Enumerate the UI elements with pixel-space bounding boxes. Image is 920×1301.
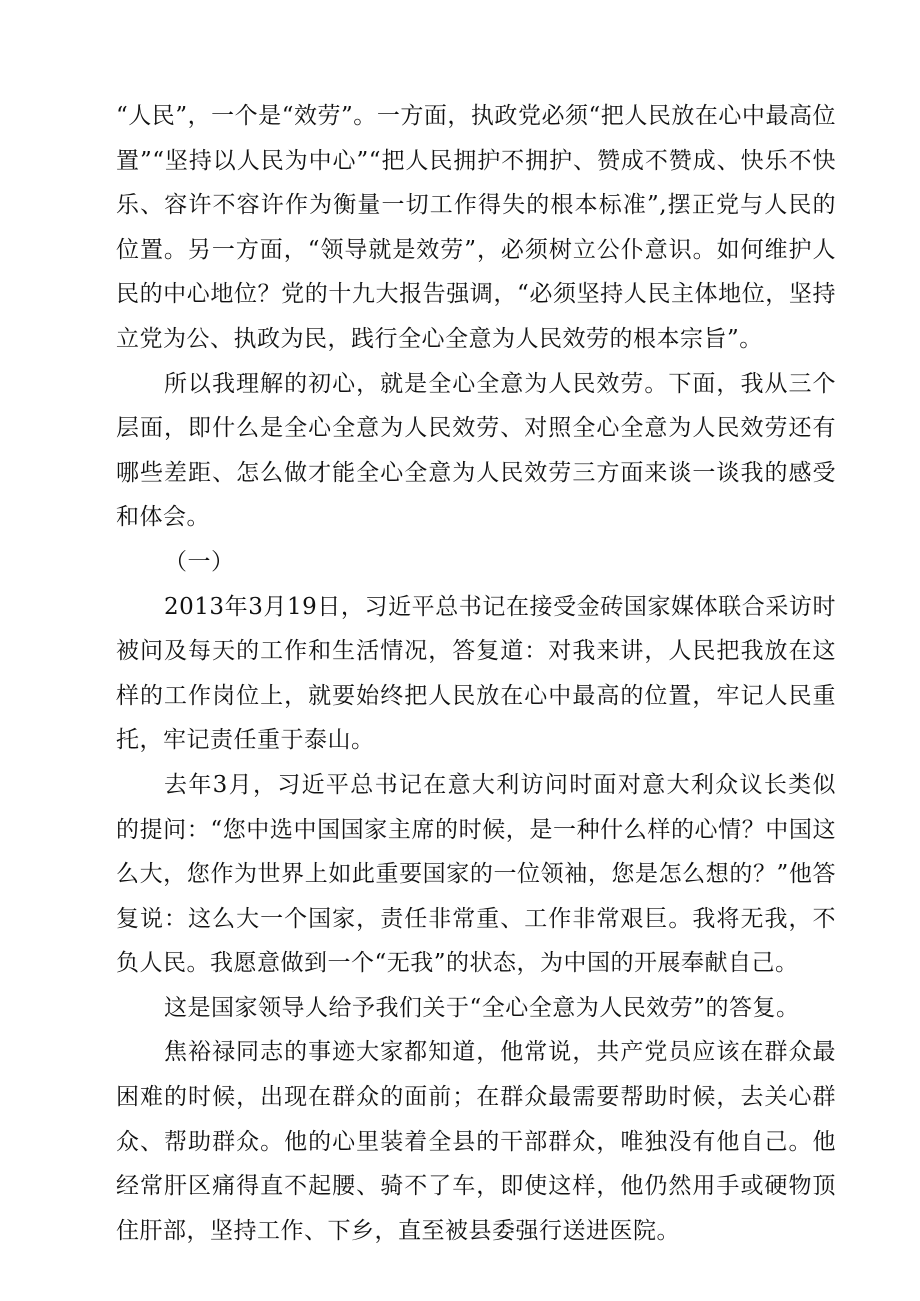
paragraph-2013-interview: 2013年3月19日，习近平总书记在接受金砖国家媒体联合采访时被问及每天的工作和生活情况，答复道：对我来讲，人民把我放在这样的工作岗位上，就要始终把人民放在心中最高的位置，牢记人民重托，牢记责任重于泰山。 (116, 593, 836, 754)
paragraph-italy-visit: 去年3月，习近平总书记在意大利访问时面对意大利众议长类似的提问：“您中选中国国家主席的时候，是一种什么样的心情？中国这么大，您作为世界上如此重要国家的一位领袖，您是怎么想的？”他答复说：这么大一个国家，责任非常重、工作非常艰巨。我将无我，不负人民。我愿意做到一个“无我”的状态，为中国的开展奉献自己。 (116, 771, 836, 977)
document-body (116, 94, 836, 1253)
paragraph-jiao-yulu: 焦裕禄同志的事迹大家都知道，他常说，共产党员应该在群众最困难的时候，出现在群众的面前；在群众最需要帮助时候，去关心群众、帮助群众。他的心里装着全县的干部群众，唯独没有他自己。他经常肝区痛得直不起腰、骑不了车，即使这样，他仍然用手或硬物顶住肝部，坚持工作、下乡，直至被县委强行送进医院。 (116, 1039, 836, 1244)
paragraph-continued: “人民”，一个是“效劳”。一方面，执政党必须“把人民放在心中最高位置”“坚持以人民为中心”“把人民拥护不拥护、赞成不赞成、快乐不快乐、容许不容许作为衡量一切工作得失的根本标准”,摆正党与人民的位置。另一方面，“领导就是效劳”，必须树立公仆意识。如何维护人民的中心地位？党的十九大报告强调，“必须坚持人民主体地位，坚持立党为公、执政为民，践行全心全意为人民效劳的根本宗旨”。 (116, 103, 836, 352)
paragraph-initial-heart: 所以我理解的初心，就是全心全意为人民效劳。下面，我从三个层面，即什么是全心全意为人民效劳、对照全心全意为人民效劳还有哪些差距、怎么做才能全心全意为人民效劳三方面来谈一谈我的感受和体会。 (116, 370, 836, 531)
section-heading-one: （一） (164, 548, 235, 575)
paragraph-leader-answer: 这是国家领导人给予我们关于“全心全意为人民效劳”的答复。 (164, 994, 800, 1021)
